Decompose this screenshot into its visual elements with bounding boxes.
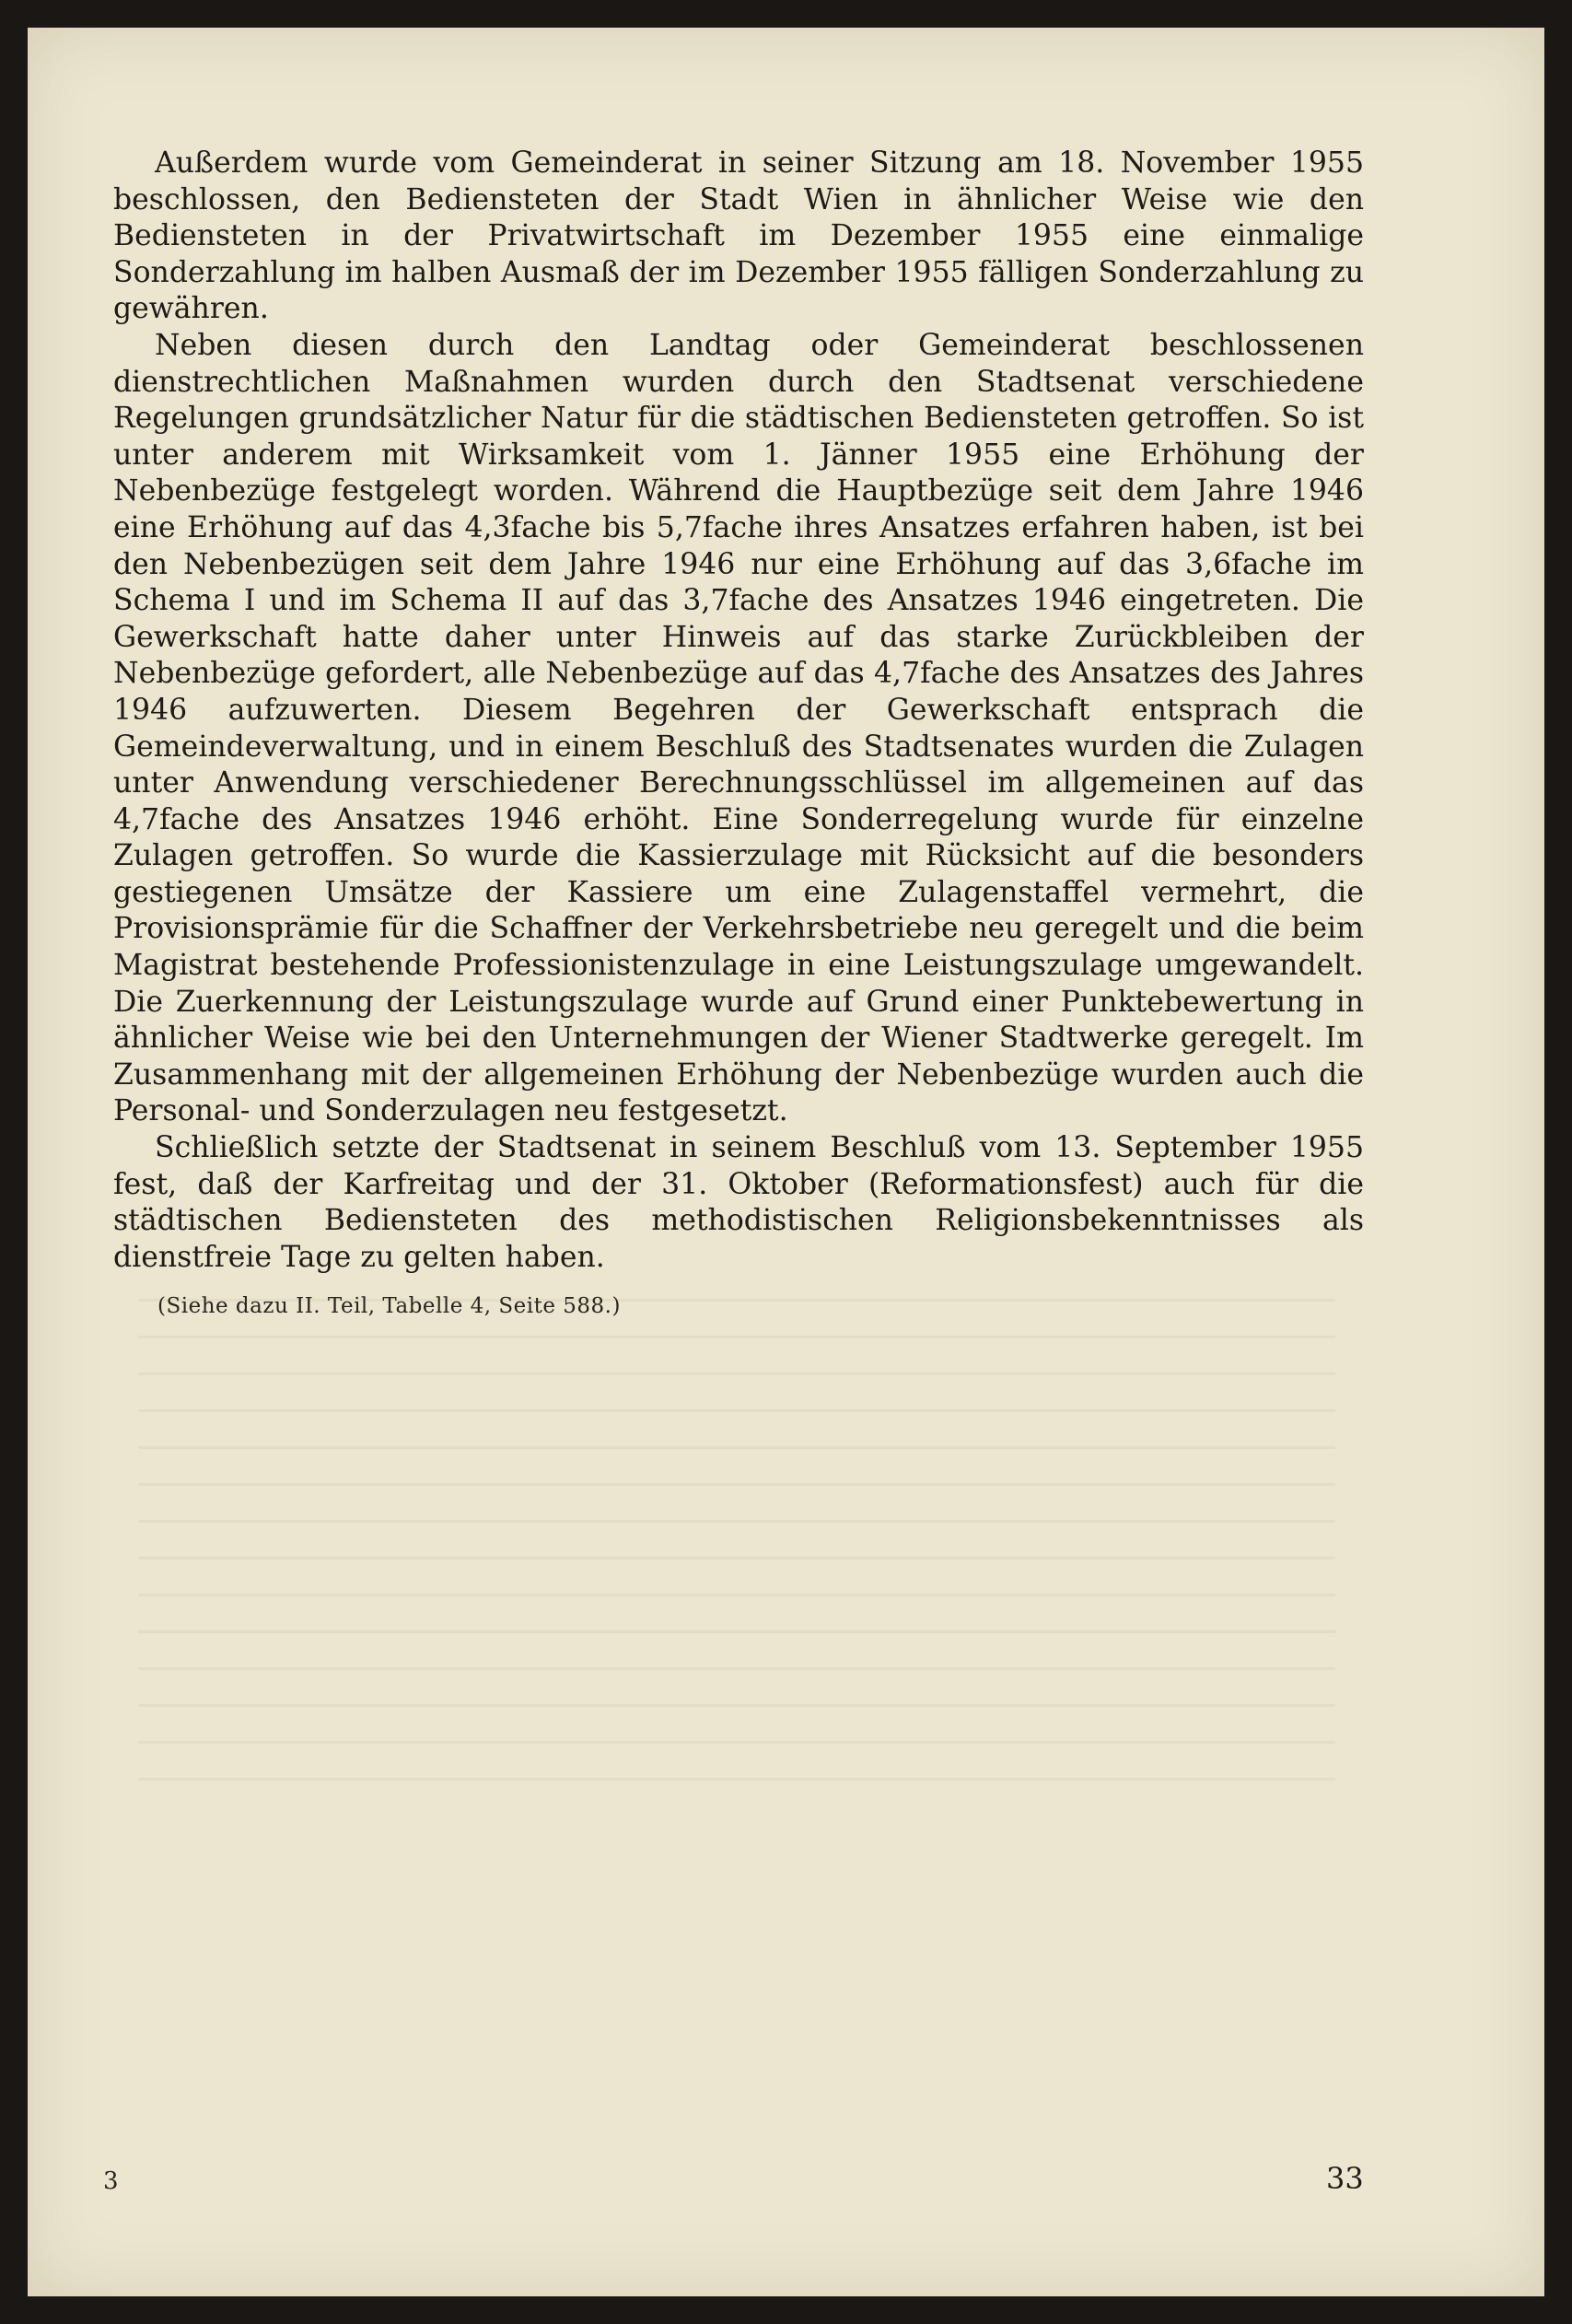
body-text xyxy=(113,146,1364,1276)
page-number: 33 xyxy=(1326,2161,1364,2196)
paragraph-special-payment: Außerdem wurde vom Gemeinderat in seiner Sitzung am 18. November 1955 beschlossen, den Bediensteten der Stadt Wien in ähnlicher Weise wie den Bediensteten in der Privatwirtschaft im Dezember 1955 eine einmalige Sonderzahlung im halben Ausmaß der im Dezember 1955 fälligen Sonderzahlung zu gewähren. xyxy=(113,146,1364,326)
paragraph-holidays: Schließlich setzte der Stadtsenat in seinem Beschluß vom 13. September 1955 fest, daß der Karfreitag und der 31. Oktober (Reformationsfest) auch für die städtischen Bediensteten des methodistischen Religionsbekenntnisses als dienstfreie Tage zu gelten haben. xyxy=(113,1131,1364,1274)
paragraph-allowances: Neben diesen durch den Landtag oder Gemeinderat beschlossenen dienstrechtlichen Maßnahmen wurden durch den Stadtsenat verschiedene Regelungen grundsätzlicher Natur für die städtischen Bediensteten getroffen. So ist unter anderem mit Wirksamkeit vom 1. Jänner 1955 eine Erhöhung der Nebenbezüge festgelegt worden. Während die Hauptbezüge seit dem Jahre 1946 eine Erhöhung auf das 4,3fache bis 5,7fache ihres Ansatzes erfahren haben, ist bei den Nebenbezügen seit dem Jahre 1946 nur eine Erhöhung auf das 3,6fache im Schema I und im Schema II auf das 3,7fache des Ansatzes 1946 eingetreten. Die Gewerkschaft hatte daher unter Hinweis auf das starke Zurückbleiben der Nebenbezüge gefordert, alle Nebenbezüge auf das 4,7fache des Ansatzes des Jahres 1946 aufzuwerten. Diesem Begehren der Gewerkschaft entsprach die Gemeindeverwaltung, und in einem Beschluß des Stadtsenates wurden die Zulagen unter Anwendung verschiedener Berechnungsschlüssel im allgemeinen auf das 4,7fache des Ansatzes 1946 erhöht. Eine Sonderregelung wurde für einzelne Zulagen getroffen. So wurde die Kassierzulage mit Rücksicht auf die besonders gestiegenen Umsätze der Kassiere um eine Zulagenstaffel vermehrt, die Provisionsprämie für die Schaffner der Verkehrsbetriebe neu geregelt und die beim Magistrat bestehende Professionistenzulage in eine Leistungszulage umgewandelt. Die Zuerkennung der Leistungszulage wurde auf Grund einer Punktebewertung in ähnlicher Weise wie bei den Unternehmungen der Wiener Stadtwerke geregelt. Im Zusammenhang mit der allgemeinen Erhöhung der Nebenbezüge wurden auch die Personal- und Sonderzulagen neu festgesetzt. xyxy=(113,328,1364,1128)
sheet-signature: 3 xyxy=(103,2167,119,2195)
bleed-through-shadow xyxy=(138,1299,1335,1815)
reference-note: (Siehe dazu II. Teil, Tabelle 4, Seite 588.) xyxy=(157,1294,621,1318)
